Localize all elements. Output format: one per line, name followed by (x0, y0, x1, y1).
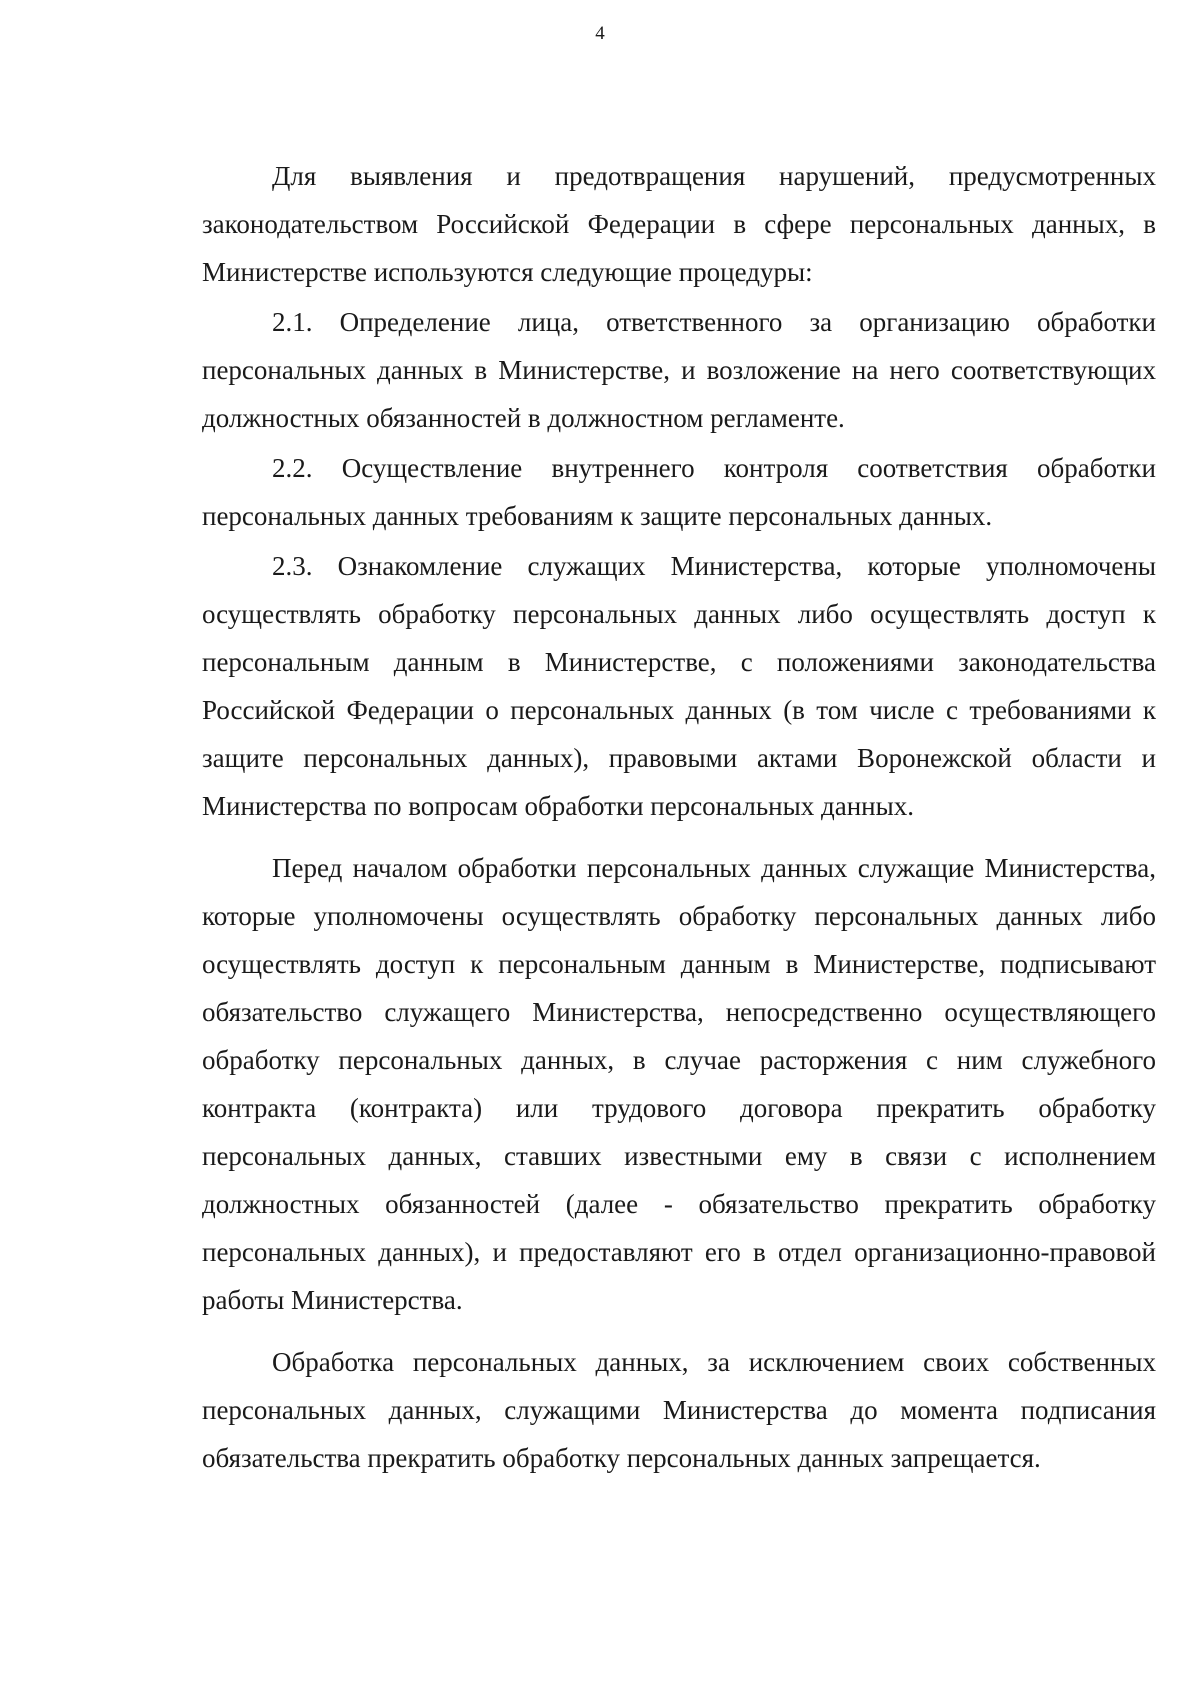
paragraph-2-1: 2.1. Определение лица, ответственного за организацию обработки персональных данных в Министерстве, и возложение на него соответствующих должностных обязанностей в должностном регламенте. (202, 307, 1156, 433)
paragraph-2-2: 2.2. Осуществление внутреннего контроля соответствия обработки персональных данных требованиям к защите персональных данных. (202, 453, 1156, 531)
document-body (202, 152, 1156, 1482)
page-number: 4 (595, 23, 605, 44)
paragraph-2-3: 2.3. Ознакомление служащих Министерства, которые уполномочены осуществлять обработку персональных данных либо осуществлять доступ к персональным данным в Министерстве, с положениями законодательства Российской Федерации о персональных данных (в том числе с требованиями к защите персональных данных), правовыми актами Воронежской области и Министерства по вопросам обработки персональных данных. (202, 551, 1156, 821)
paragraph-processing-prohibition: Обработка персональных данных, за исключением своих собственных персональных данных, служащими Министерства до момента подписания обязательства прекратить обработку персональных данных запрещается. (202, 1347, 1156, 1473)
paragraph-obligation-signing: Перед началом обработки персональных данных служащие Министерства, которые уполномочены осуществлять обработку персональных данных либо осуществлять доступ к персональным данным в Министерстве, подписывают обязательство служащего Министерства, непосредственно осуществляющего обработку персональных данных, в случае расторжения с ним служебного контракта (контракта) или трудового договора прекратить обработку персональных данных, ставших известными ему в связи с исполнением должностных обязанностей (далее - обязательство прекратить обработку персональных данных), и предоставляют его в отдел организационно-правовой работы Министерства. (202, 853, 1156, 1315)
paragraph-procedures-intro: Для выявления и предотвращения нарушений, предусмотренных законодательством Российской Федерации в сфере персональных данных, в Министерстве используются следующие процедуры: (202, 161, 1156, 287)
